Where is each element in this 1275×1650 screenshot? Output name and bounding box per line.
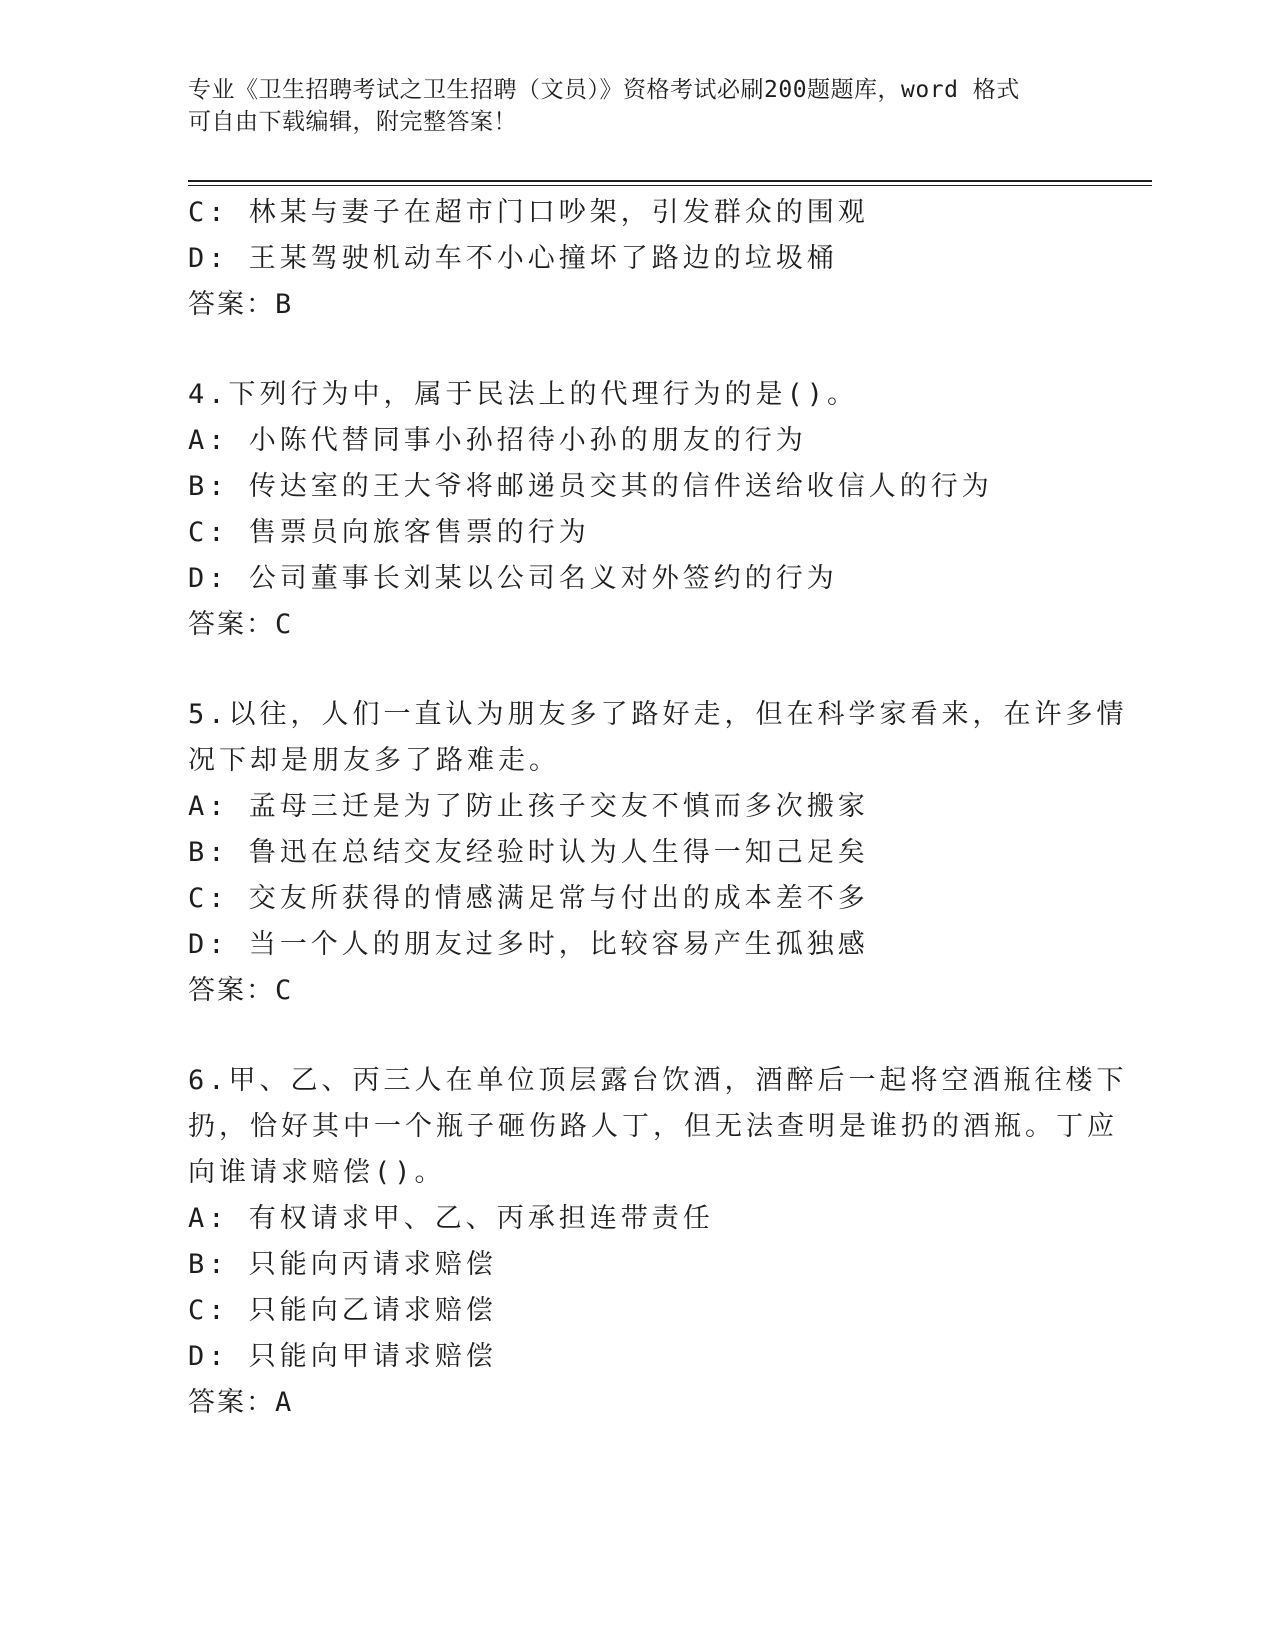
- option-a: A: 小陈代替同事小孙招待小孙的朋友的行为: [188, 425, 807, 456]
- option-d: D: 当一个人的朋友过多时，比较容易产生孤独感: [188, 929, 869, 960]
- question-stem: 扔，恰好其中一个瓶子砸伤路人丁，但无法查明是谁扔的酒瓶。丁应: [188, 1111, 1118, 1142]
- question-stem: 4.下列行为中，属于民法上的代理行为的是()。: [188, 379, 859, 410]
- option-d: D: 公司董事长刘某以公司名义对外签约的行为: [188, 563, 838, 594]
- option-c: C: 林某与妻子在超市门口吵架，引发群众的围观: [188, 197, 869, 228]
- option-b: B: 传达室的王大爷将邮递员交其的信件送给收信人的行为: [188, 471, 993, 502]
- question-5: [188, 692, 1128, 1014]
- answer-line: 答案：A: [188, 1387, 294, 1418]
- option-d: D: 王某驾驶机动车不小心撞坏了路边的垃圾桶: [188, 243, 838, 274]
- option-a: A: 有权请求甲、乙、丙承担连带责任: [188, 1203, 714, 1234]
- answer-line: 答案：C: [188, 609, 294, 640]
- option-c: C: 交友所获得的情感满足常与付出的成本差不多: [188, 883, 869, 914]
- question-gap: [188, 648, 1088, 692]
- answer-line: 答案：C: [188, 975, 294, 1006]
- question-gap: [188, 1014, 1088, 1058]
- header-line-1: 专业《卫生招聘考试之卫生招聘（文员）》资格考试必刷200题题库，word 格式: [188, 77, 1020, 103]
- option-b: B: 鲁迅在总结交友经验时认为人生得一知己足矣: [188, 837, 869, 868]
- header-line-2: 可自由下载编辑，附完整答案！: [188, 109, 517, 135]
- document-body: [188, 190, 1128, 1426]
- option-c: C: 售票员向旅客售票的行为: [188, 517, 590, 548]
- option-d: D: 只能向甲请求赔偿: [188, 1341, 497, 1372]
- question-stem: 况下却是朋友多了路难走。: [188, 745, 560, 776]
- question-6: [188, 1058, 1128, 1426]
- question-stem: 5.以往，人们一直认为朋友多了路好走，但在科学家看来，在许多情: [188, 699, 1128, 730]
- header-rule-thin: [188, 185, 1152, 186]
- question-carryover: [188, 190, 1088, 328]
- question-stem: 6.甲、乙、丙三人在单位顶层露台饮酒，酒醉后一起将空酒瓶往楼下: [188, 1065, 1128, 1096]
- option-c: C: 只能向乙请求赔偿: [188, 1295, 497, 1326]
- option-b: B: 只能向丙请求赔偿: [188, 1249, 497, 1280]
- option-a: A: 孟母三迁是为了防止孩子交友不慎而多次搬家: [188, 791, 869, 822]
- header-rule-thick: [188, 180, 1152, 182]
- question-4: [188, 372, 1088, 648]
- question-gap: [188, 328, 1088, 372]
- answer-line: 答案：B: [188, 289, 294, 320]
- document-header: [188, 74, 1068, 138]
- question-stem: 向谁请求赔偿()。: [188, 1157, 446, 1188]
